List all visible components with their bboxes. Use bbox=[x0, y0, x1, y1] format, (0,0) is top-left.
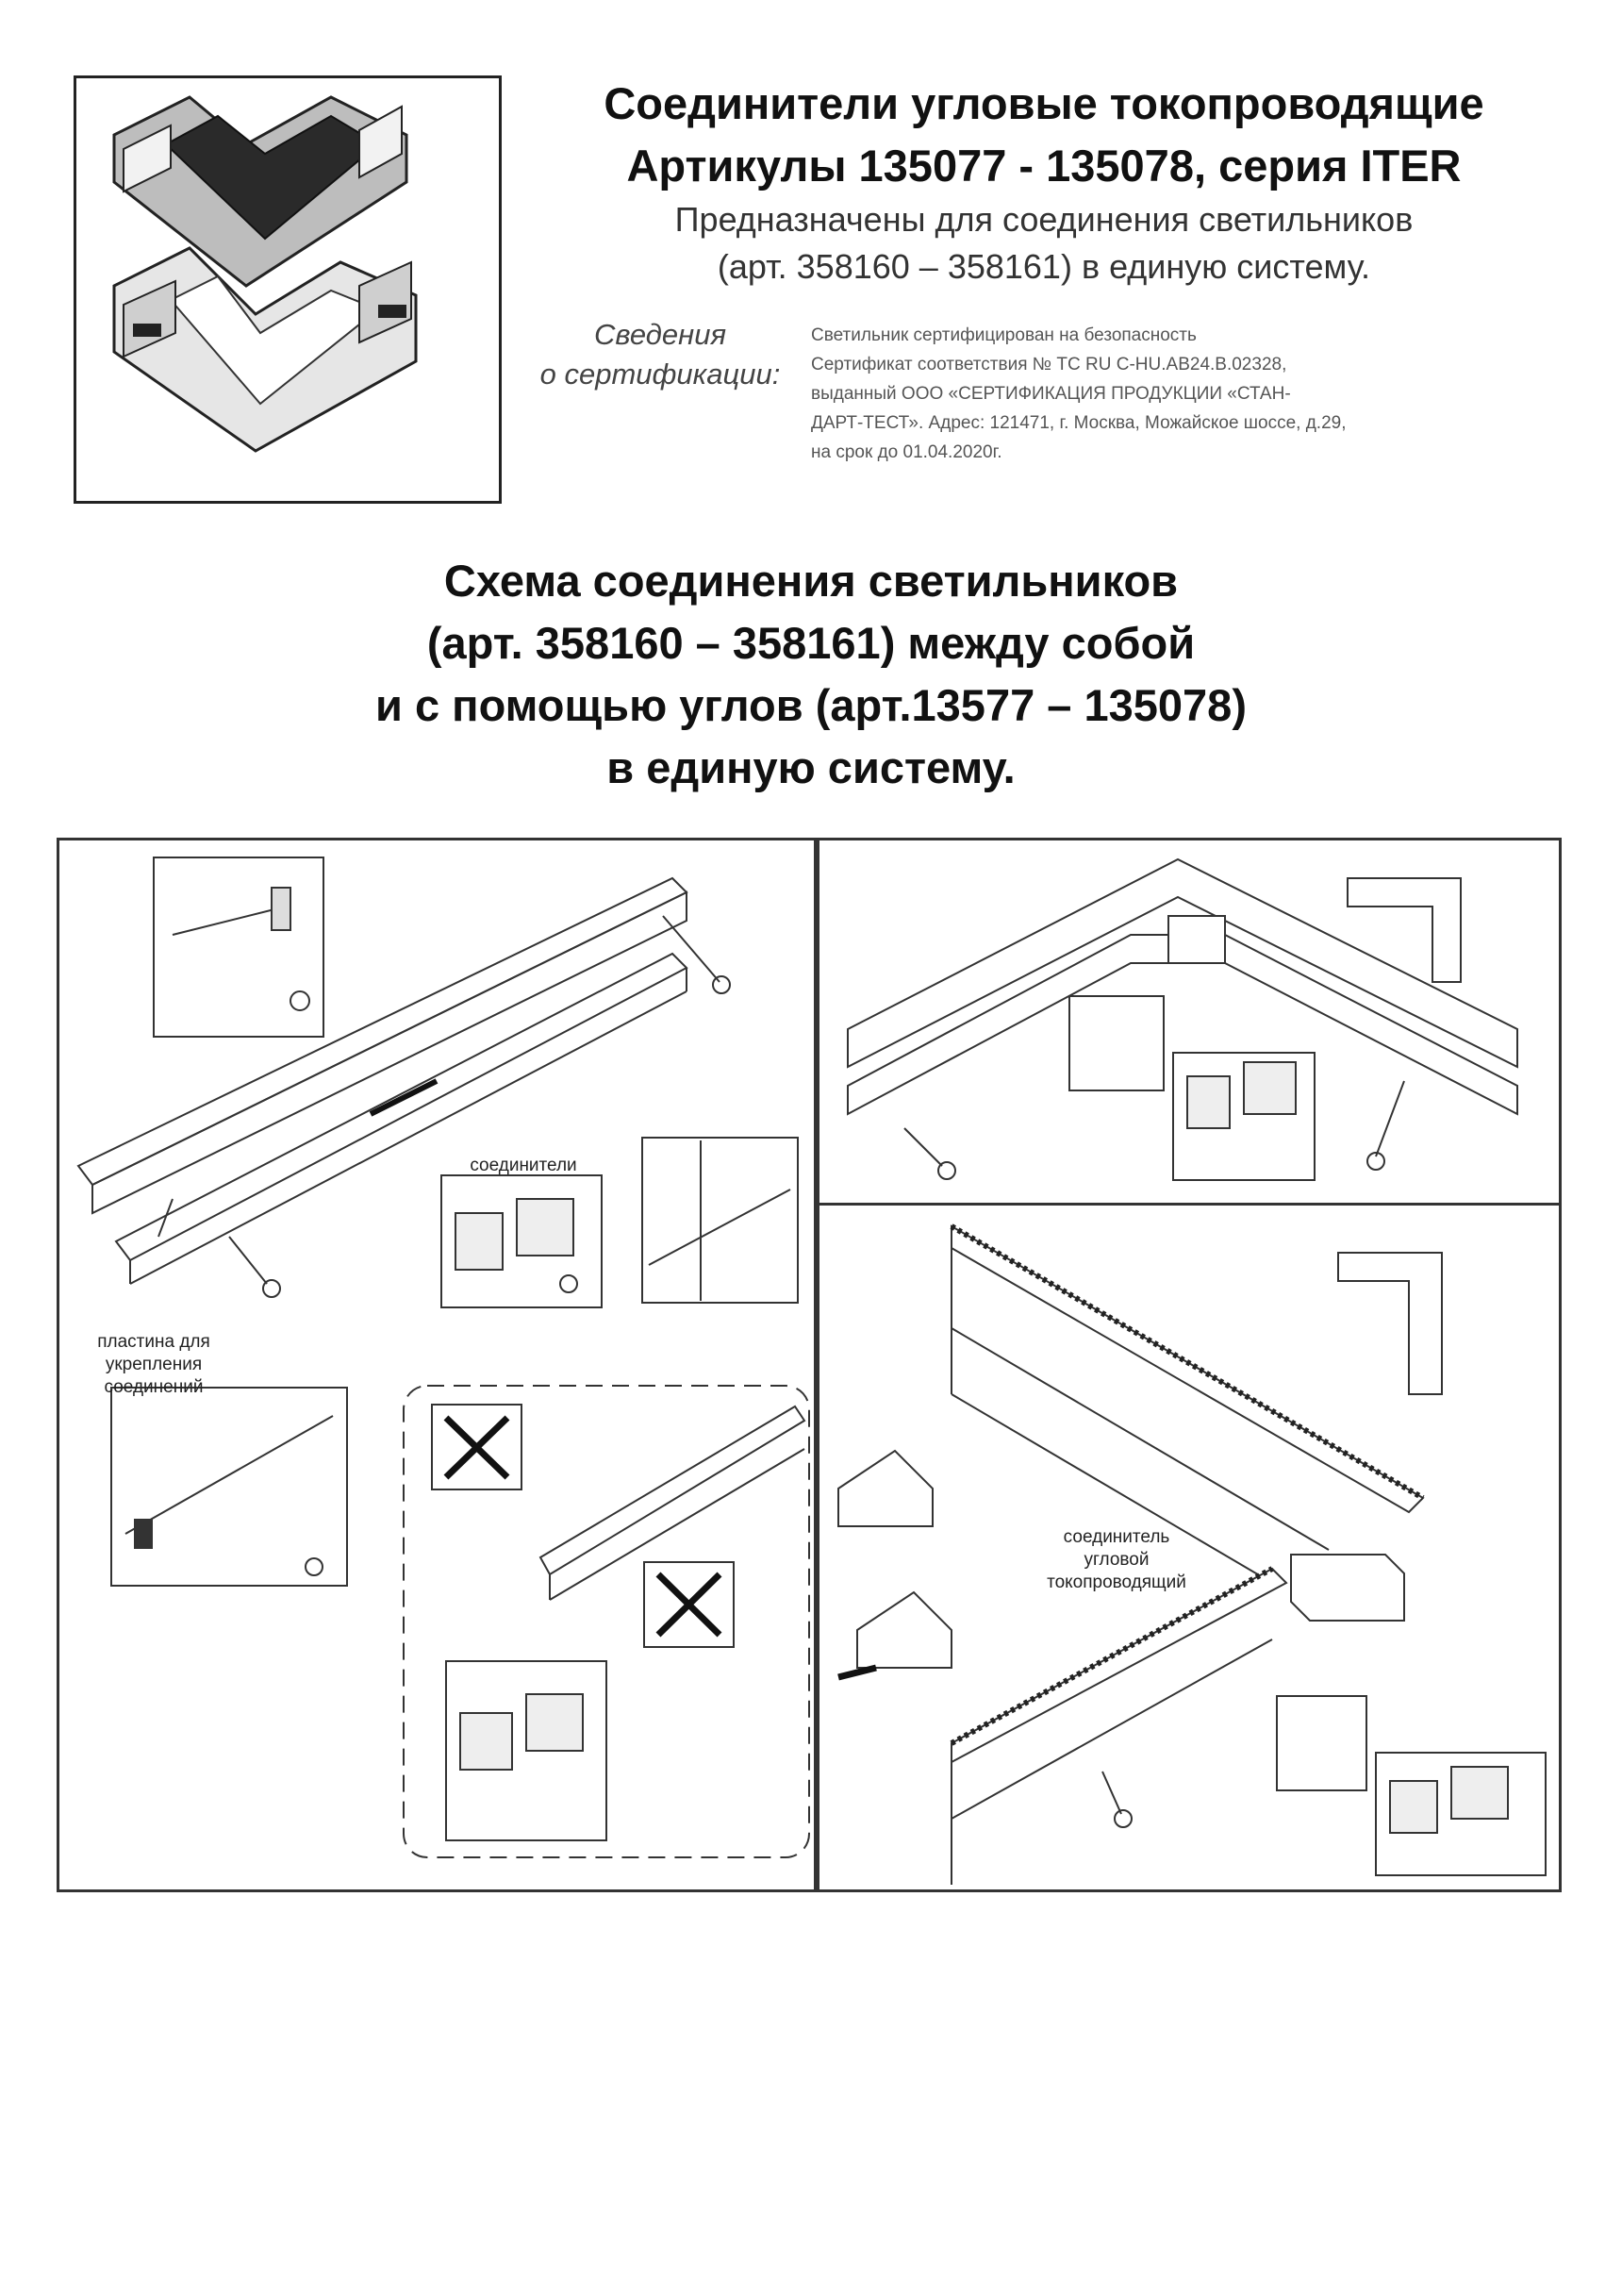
document-article-line: Артикулы 135077 - 135078, серия ITER bbox=[626, 141, 1462, 191]
diagram-panel-bottom-right bbox=[817, 1203, 1562, 1892]
certification-label-line1: Сведения bbox=[593, 318, 726, 351]
corner-label-line2: угловой bbox=[1084, 1550, 1150, 1570]
plate-label bbox=[59, 1331, 248, 1399]
corner-connector-illustration bbox=[76, 78, 499, 501]
cert-line: Сертификат соответствия № ТС RU С-HU.АВ24.В.02328, bbox=[811, 355, 1287, 374]
diagram-panel-top-right bbox=[817, 838, 1562, 1206]
cert-line: Светильник сертифицирован на безопасность bbox=[811, 325, 1197, 345]
product-photo bbox=[74, 75, 502, 504]
corner-label-line3: токопроводящий bbox=[1047, 1572, 1186, 1592]
connectors-label: соединители bbox=[470, 1156, 577, 1175]
plate-label-line3: соединений bbox=[104, 1377, 204, 1397]
scheme-title-line4: в единую систему. bbox=[606, 742, 1016, 792]
cert-line: на срок до 01.04.2020г. bbox=[811, 442, 1002, 462]
scheme-title: Схема соединения светильников bbox=[443, 556, 1179, 606]
diagram-panel-left bbox=[57, 838, 817, 1892]
corner-joint-drawing bbox=[819, 840, 1559, 1203]
certification-label-line2: о сертификации: bbox=[539, 358, 781, 391]
corner-label-line1: соединитель bbox=[1063, 1527, 1170, 1547]
scheme-title-line2: (арт. 358160 – 358161) между собой bbox=[426, 618, 1196, 668]
plate-label-line1: пластина для bbox=[97, 1332, 210, 1352]
plate-label-line2: укрепления bbox=[105, 1355, 203, 1374]
document-title: Соединители угловые токопроводящие bbox=[604, 78, 1484, 128]
scheme-title-line3: и с помощью углов (арт.13577 – 135078) bbox=[375, 680, 1247, 730]
certification-text bbox=[811, 321, 1565, 467]
corner-connector-label bbox=[1008, 1526, 1225, 1594]
certification-label bbox=[509, 315, 811, 394]
cert-line: ДАРТ-ТЕСТ». Адрес: 121471, г. Москва, Можайское шоссе, д.29, bbox=[811, 413, 1347, 433]
document-subtitle-2: (арт. 358160 – 358161) в единую систему. bbox=[717, 247, 1371, 286]
document-subtitle: Предназначены для соединения светильников bbox=[674, 200, 1414, 239]
cert-line: выданный ООО «СЕРТИФИКАЦИЯ ПРОДУКЦИИ «СТАН- bbox=[811, 384, 1291, 404]
